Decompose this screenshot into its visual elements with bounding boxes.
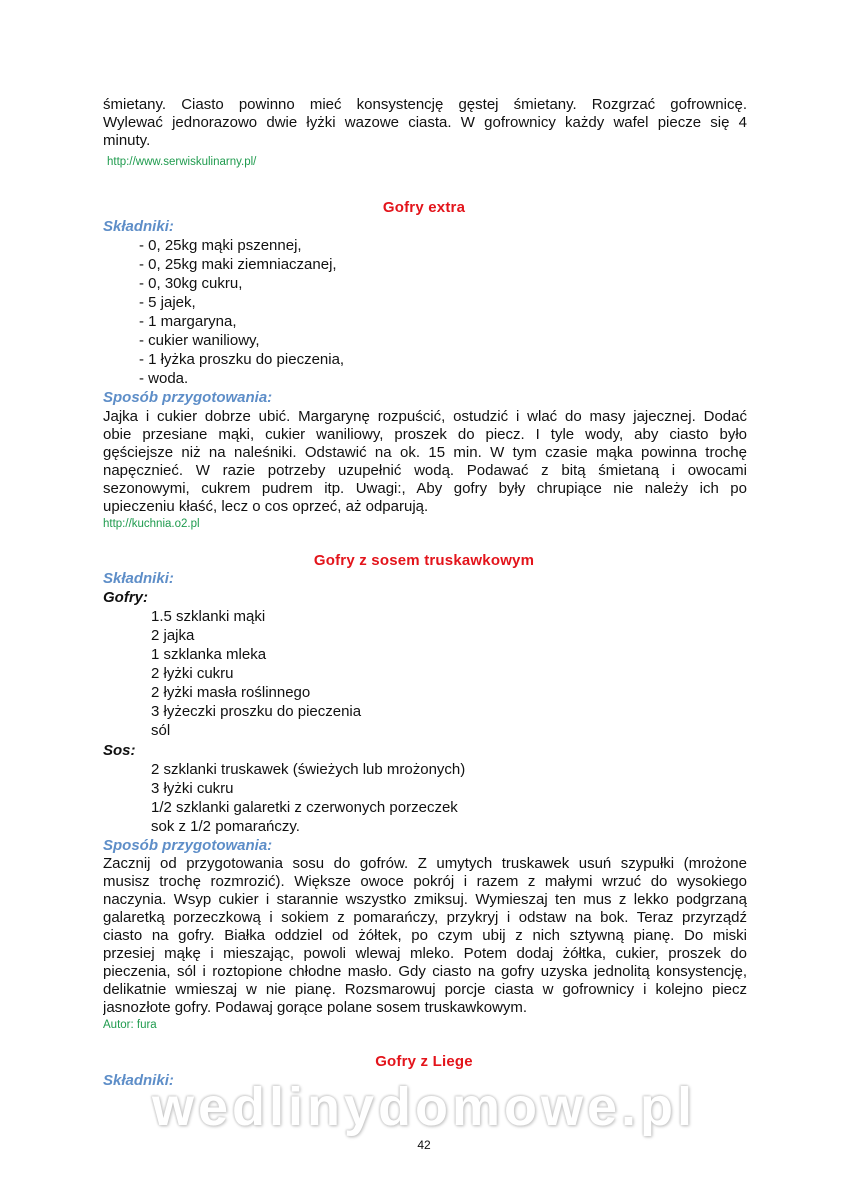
text-line: gęściejsze niż na naleśniki. Odstawić na ok. 15 min. W tym czasie mąka powinna trochę — [103, 444, 747, 461]
ingredients-heading: Składniki: — [103, 570, 174, 587]
waffles-ingredients-list — [151, 607, 795, 740]
text-line: sól — [151, 722, 171, 739]
text-line: 1.5 szklanki mąki — [151, 608, 266, 625]
recipe-title: Gofry z sosem truskawkowym — [313, 552, 535, 569]
text-line: - 1 łyżka proszku do pieczenia, — [139, 351, 345, 368]
method-paragraph — [103, 855, 747, 1017]
sauce-subheading: Sos: — [103, 742, 136, 759]
text-line: - woda. — [139, 370, 189, 387]
text-line: 2 łyżki masła roślinnego — [151, 684, 311, 701]
text-line: minuty. — [103, 132, 151, 149]
method-heading: Sposób przygotowania: — [103, 837, 273, 854]
ingredients-list — [139, 236, 783, 388]
text-line: - 0, 25kg maki ziemniaczanej, — [139, 256, 337, 273]
ingredients-heading: Składniki: — [103, 1072, 174, 1089]
watermark: wedlinydomowe.pl — [151, 1077, 697, 1137]
text-line: 3 łyżki cukru — [151, 780, 234, 797]
author-credit: Autor: fura — [103, 1019, 157, 1031]
text-line: - 0, 30kg cukru, — [139, 275, 243, 292]
ingredients-heading: Składniki: — [103, 218, 174, 235]
text-line: Jajka i cukier dobrze ubić. Margarynę rozpuścić, ostudzić i wlać do masy jajecznej. Dodać — [103, 408, 747, 425]
method-heading: Sposób przygotowania: — [103, 389, 273, 406]
source-link[interactable]: http://www.serwiskulinarny.pl/ — [107, 156, 257, 168]
text-line: 3 łyżeczki proszku do pieczenia — [151, 703, 362, 720]
source-link[interactable]: http://kuchnia.o2.pl — [103, 518, 200, 530]
text-line: - 5 jajek, — [139, 294, 196, 311]
text-line: delikatnie wmieszaj w nie pianę. Rozsmarowuj porcje ciasta w gofrownicy i kolejno piecz — [103, 981, 747, 998]
waffles-subheading: Gofry: — [103, 589, 148, 606]
recipe-title: Gofry extra — [382, 199, 466, 216]
text-line: ciasto na gofry. Białka oddziel od żółtek, po czym ubij z nich sztywną pianę. Do miski — [103, 927, 747, 944]
text-line: napęcznieć. W razie potrzeby uzupełnić wodą. Podawać z bitą śmietaną i owocami — [103, 462, 747, 479]
text-line: sok z 1/2 pomarańczy. — [151, 818, 300, 835]
text-line: 2 jajka — [151, 627, 195, 644]
text-line: galaretką porzeczkową i sokiem z pomarańczy, przykryj i odstaw na bok. Teraz przyrządź — [103, 909, 747, 926]
text-line: - 1 margaryna, — [139, 313, 237, 330]
text-line: 2 szklanki truskawek (świeżych lub mrożonych) — [151, 761, 466, 778]
text-line: musisz trochę rozmrozić). Większe owoce pokrój i razem z małymi wrzuć do wysokiego — [103, 873, 747, 890]
text-line: Wylewać jednorazowo dwie łyżki wazowe ciasta. W gofrownicy każdy wafel piecze się 4 — [103, 114, 747, 131]
text-line: obie przesiane mąki, cukier waniliowy, proszek do piecz. I tyle wody, aby ciasto było — [103, 426, 747, 443]
text-line: Zacznij od przygotowania sosu do gofrów. Z umytych truskawek usuń szypułki (mrożone — [103, 855, 747, 872]
text-line: śmietany. Ciasto powinno mieć konsystencję gęstej śmietany. Rozgrzać gofrownicę. — [103, 96, 747, 113]
text-line: pieczenia, sól i roztopione chłodne masło. Gdy ciasto na gofry uzyska jednolitą konsystencję, — [103, 963, 747, 980]
text-line: upieczeniu kłaść, lecz o cos oprzeć, aż odparują. — [103, 498, 429, 515]
text-line: - 0, 25kg mąki pszennej, — [139, 237, 302, 254]
text-line: naczynia. Wsyp cukier i starannie wszystko zmiksuj. Wymieszaj ten mus z lekko podgrzaną — [103, 891, 747, 908]
text-line: jasnozłote gofry. Podawaj gorące polane sosem truskawkowym. — [103, 999, 528, 1016]
text-line: 2 łyżki cukru — [151, 665, 234, 682]
text-line: 1/2 szklanki galaretki z czerwonych porzeczek — [151, 799, 458, 816]
text-line: sezonowymi, cukrem pudrem itp. Uwagi:, Aby gofry były chrupiące nie należy ich po — [103, 480, 747, 497]
intro-paragraph — [103, 96, 747, 150]
method-paragraph — [103, 408, 747, 516]
recipe-title: Gofry z Liege — [375, 1053, 473, 1070]
text-line: 1 szklanka mleka — [151, 646, 267, 663]
text-line: - cukier waniliowy, — [139, 332, 260, 349]
page-number: 42 — [417, 1138, 431, 1152]
text-line: przesiej mąkę i mieszając, powoli wlewaj mleko. Potem dodaj żółtka, cukier, proszek do — [103, 945, 747, 962]
sauce-ingredients-list — [151, 760, 795, 836]
